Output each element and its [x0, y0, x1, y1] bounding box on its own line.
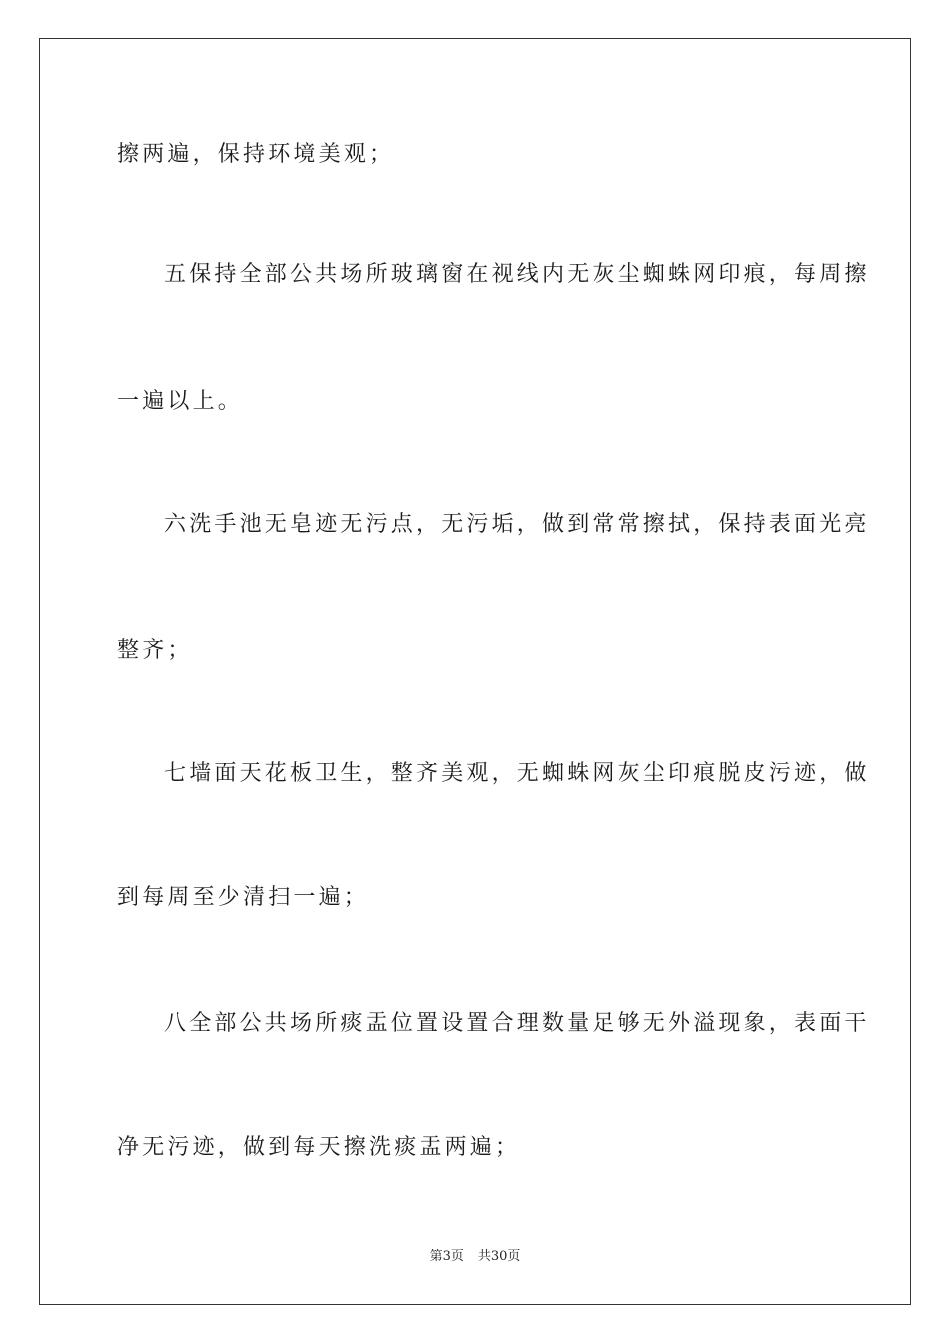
paragraph-7-line-1: 七墙面天花板卫生，整齐美观，无蜘蛛网灰尘印痕脱皮污迹，做 — [164, 761, 870, 786]
page-footer — [0, 1248, 950, 1266]
paragraph-6-line-1: 六洗手池无皂迹无污点，无污垢，做到常常擦拭，保持表面光亮 — [164, 512, 870, 537]
paragraph-5-line-2: 一遍以上。 — [117, 389, 244, 414]
page-total: 共30页 — [477, 1249, 521, 1264]
page-number: 第3页 — [429, 1249, 464, 1264]
paragraph-8-line-1: 八全部公共场所痰盂位置设置合理数量足够无外溢现象，表面干 — [164, 1011, 870, 1036]
paragraph-8-line-2: 净无污迹，做到每天擦洗痰盂两遍； — [117, 1135, 521, 1160]
text-line-1: 擦两遍，保持环境美观； — [117, 142, 395, 167]
paragraph-6-line-2: 整齐； — [117, 638, 193, 663]
page-border — [39, 38, 911, 1305]
paragraph-7-line-2: 到每周至少清扫一遍； — [117, 885, 370, 910]
paragraph-5-line-1: 五保持全部公共场所玻璃窗在视线内无灰尘蜘蛛网印痕，每周擦 — [164, 262, 870, 287]
